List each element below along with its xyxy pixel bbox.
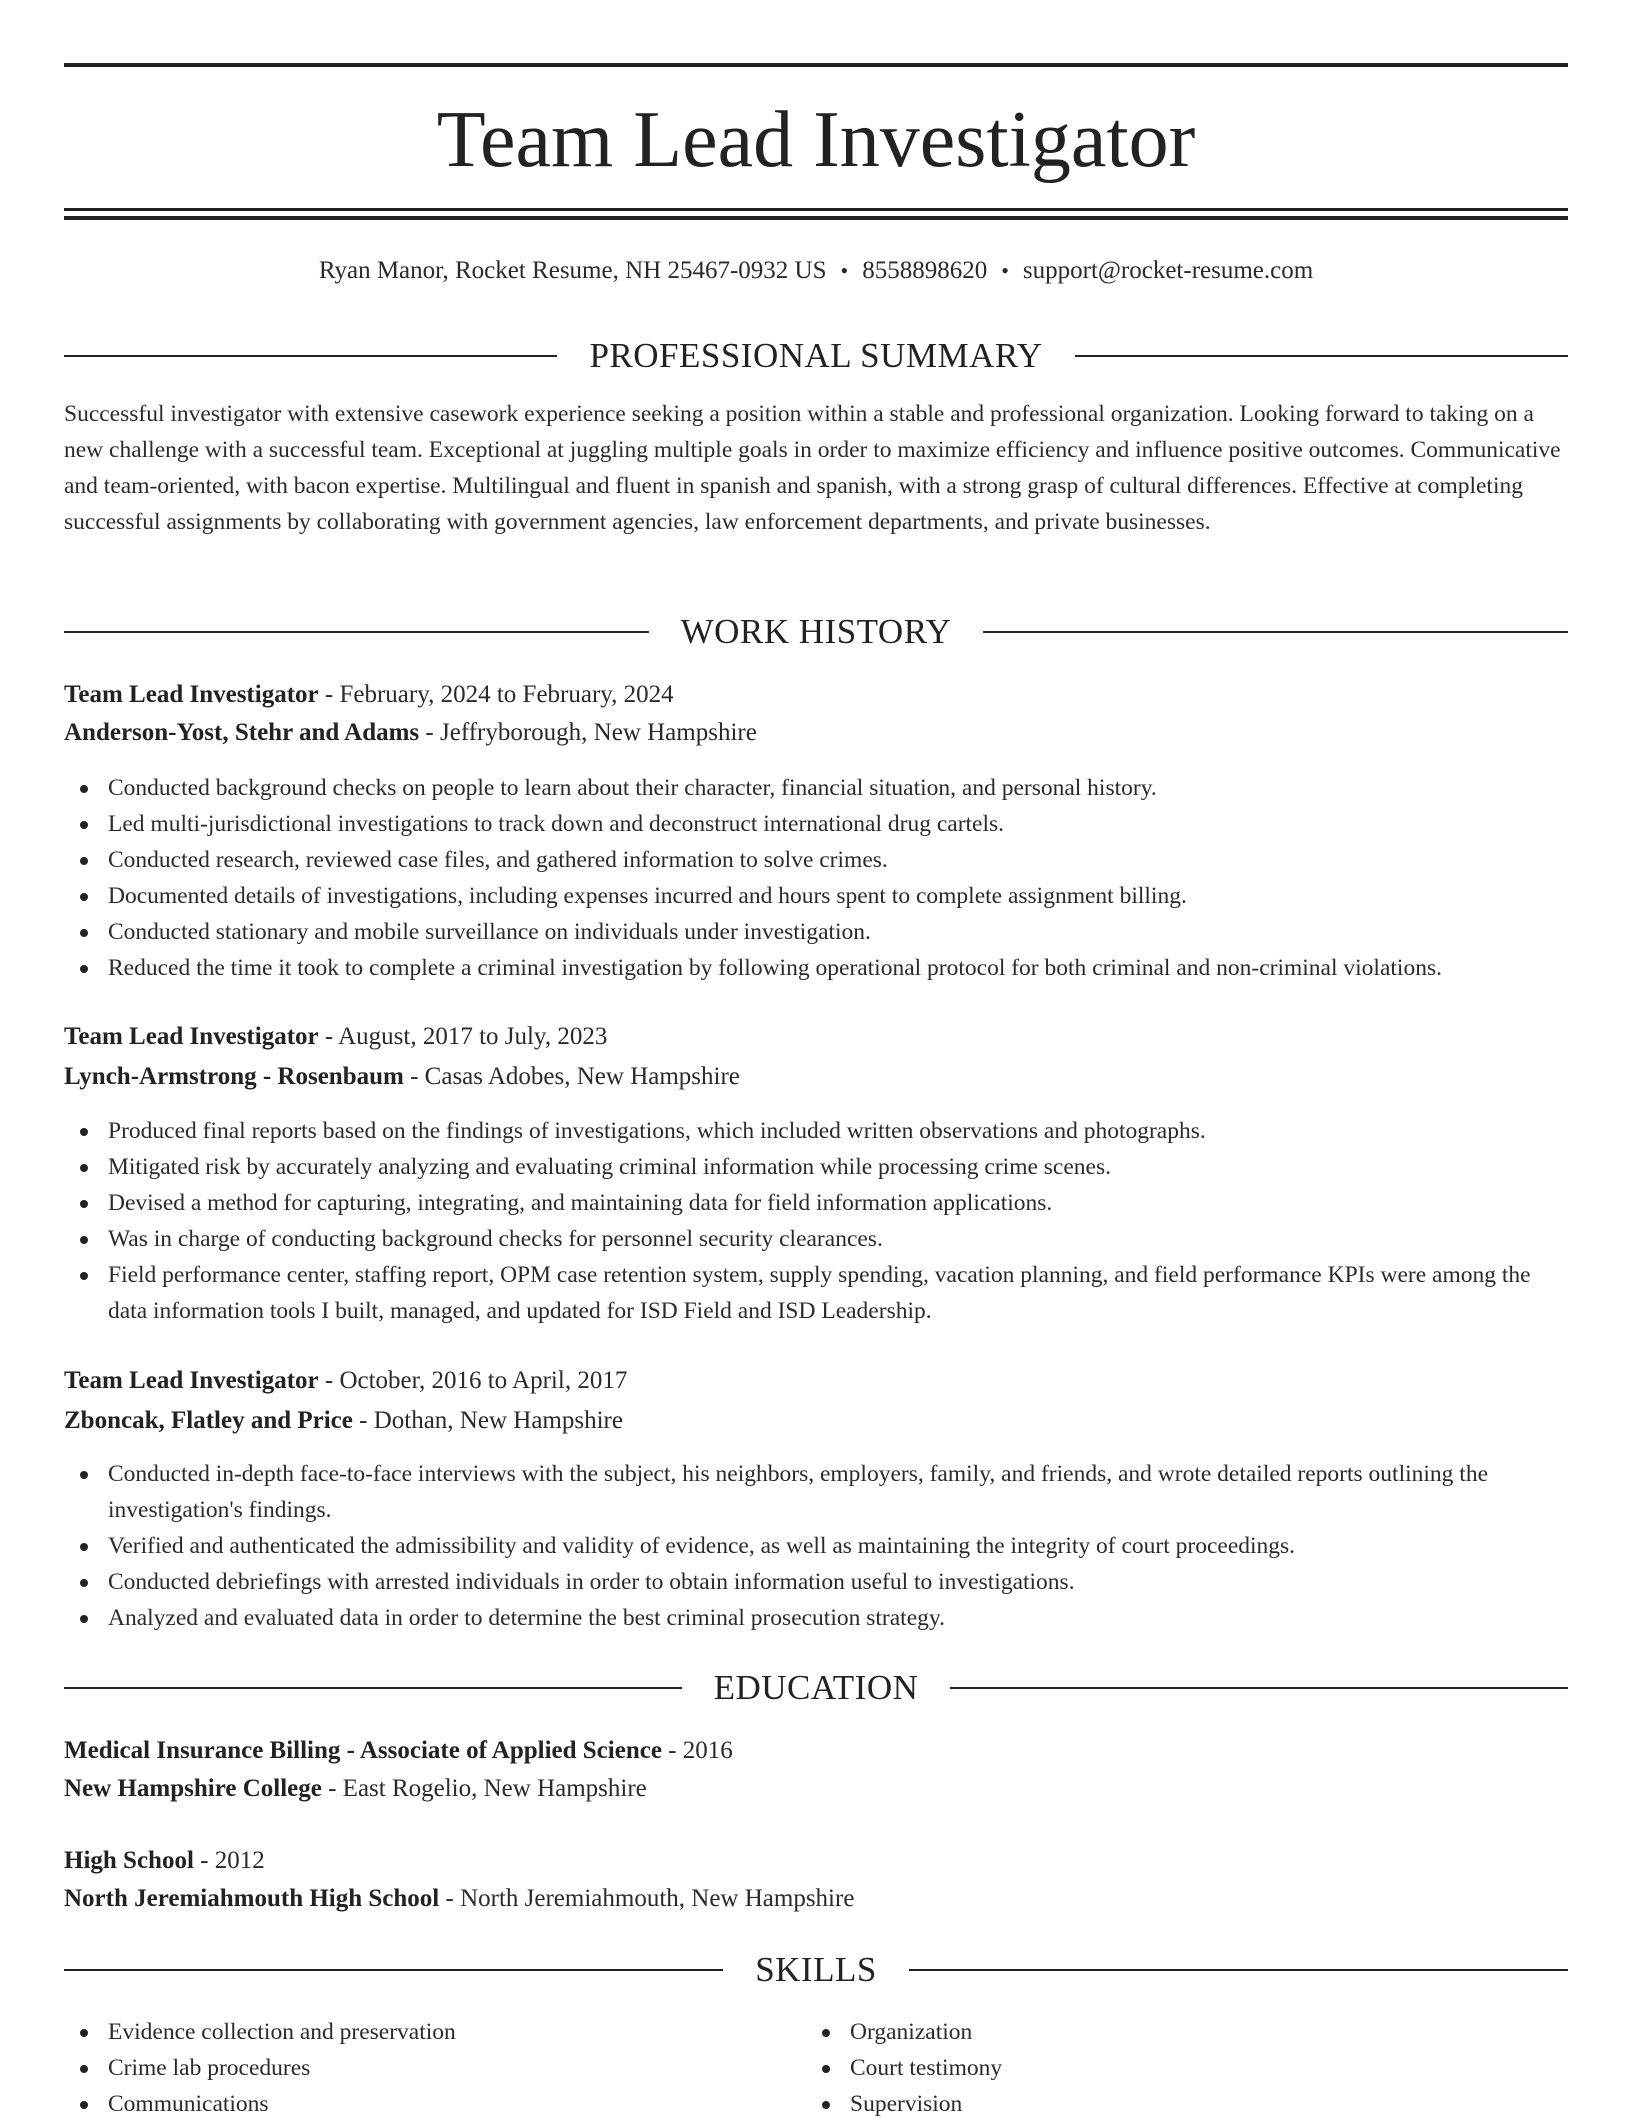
list-item: Conducted background checks on people to learn about their character, financial situation, and personal history. bbox=[64, 770, 1568, 806]
contact-phone: 8558898620 bbox=[862, 257, 988, 284]
skills-list-left bbox=[64, 2014, 764, 2122]
list-item: Was in charge of conducting background checks for personnel security clearances. bbox=[64, 1221, 1568, 1257]
header-double-rule-lower bbox=[64, 216, 1568, 220]
header-top-rule bbox=[64, 63, 1568, 67]
job-dates: - October, 2016 to April, 2017 bbox=[318, 1367, 628, 1394]
list-item: Conducted research, reviewed case files, and gathered information to solve crimes. bbox=[64, 842, 1568, 878]
contact-line bbox=[64, 254, 1568, 288]
education-school: New Hampshire College bbox=[64, 1775, 322, 1802]
job-location: - Casas Adobes, New Hampshire bbox=[403, 1063, 740, 1090]
list-item: Mitigated risk by accurately analyzing and evaluating criminal information while processing crime scenes. bbox=[64, 1149, 1568, 1185]
contact-email: support@rocket-resume.com bbox=[1022, 257, 1314, 284]
section-title: SKILLS bbox=[755, 1950, 877, 1989]
section-title: PROFESSIONAL SUMMARY bbox=[589, 336, 1043, 375]
summary-text: Successful investigator with extensive casework experience seeking a position within a stable and professional organization. Looking forward to taking on a new challenge with a successful team. Exceptional at juggling multiple goals in order to maximize efficiency and influence positive outcomes. Communicative and team-oriented, with bacon expertise. Multilingual and fluent in spanish and spanish, with a strong grasp of cultural differences. Effective at completing successful assignments by collaborating with government agencies, law enforcement departments, and private businesses. bbox=[64, 401, 1561, 535]
heading-rule-right bbox=[1075, 355, 1568, 357]
education-degree-line bbox=[64, 1844, 1568, 1878]
job-bullets bbox=[64, 1456, 1568, 1636]
heading-rule-right bbox=[909, 1969, 1568, 1971]
section-heading-work-history bbox=[64, 610, 1568, 654]
resume-title: Team Lead Investigator bbox=[436, 96, 1196, 184]
section-title: EDUCATION bbox=[713, 1668, 919, 1707]
list-item: Field performance center, staffing report, OPM case retention system, supply spending, vacation planning, and field performance KPIs were among the data information tools I built, managed, and updated for ISD Field and ISD Leadership. bbox=[64, 1257, 1568, 1329]
education-school-line bbox=[64, 1772, 1568, 1806]
contact-address: Ryan Manor, Rocket Resume, NH 25467-0932 US bbox=[318, 257, 827, 284]
header-double-rule-upper bbox=[64, 208, 1568, 211]
skill-item: Court testimony bbox=[806, 2050, 1506, 2086]
education-degree-line bbox=[64, 1734, 1568, 1768]
job-dates: - August, 2017 to July, 2023 bbox=[318, 1023, 608, 1050]
heading-rule-left bbox=[64, 631, 649, 633]
job-bullets bbox=[64, 770, 1568, 986]
job-location: - Jeffryborough, New Hampshire bbox=[419, 719, 757, 746]
skill-item: Supervision bbox=[806, 2086, 1506, 2122]
job-title-line bbox=[64, 1364, 1568, 1398]
job-bullets bbox=[64, 1113, 1568, 1329]
list-item: Conducted in-depth face-to-face interviews with the subject, his neighbors, employers, family, and friends, and wrote detailed reports outlining the investigation's findings. bbox=[64, 1456, 1568, 1528]
education-location: - North Jeremiahmouth, New Hampshire bbox=[439, 1885, 855, 1912]
job-title: Team Lead Investigator bbox=[64, 1367, 319, 1394]
list-item: Analyzed and evaluated data in order to determine the best criminal prosecution strategy. bbox=[64, 1600, 1568, 1636]
job-title-line bbox=[64, 1020, 1568, 1054]
list-item: Produced final reports based on the findings of investigations, which included written observations and photographs. bbox=[64, 1113, 1568, 1149]
skill-item: Evidence collection and preservation bbox=[64, 2014, 764, 2050]
education-school: North Jeremiahmouth High School bbox=[64, 1885, 440, 1912]
job-dates: - February, 2024 to February, 2024 bbox=[318, 681, 674, 708]
list-item: Verified and authenticated the admissibility and validity of evidence, as well as maintaining the integrity of court proceedings. bbox=[64, 1528, 1568, 1564]
section-heading-summary bbox=[64, 334, 1568, 378]
list-item: Documented details of investigations, including expenses incurred and hours spent to complete assignment billing. bbox=[64, 878, 1568, 914]
section-heading-education bbox=[64, 1666, 1568, 1710]
heading-rule-left bbox=[64, 1687, 682, 1689]
education-degree: Medical Insurance Billing - Associate of Applied Science bbox=[64, 1737, 662, 1764]
list-item: Devised a method for capturing, integrating, and maintaining data for field information applications. bbox=[64, 1185, 1568, 1221]
job-company-line bbox=[64, 716, 1568, 750]
section-title: WORK HISTORY bbox=[680, 612, 952, 651]
job-company: Zboncak, Flatley and Price bbox=[64, 1407, 353, 1434]
education-location: - East Rogelio, New Hampshire bbox=[321, 1775, 647, 1802]
job-company: Anderson-Yost, Stehr and Adams bbox=[64, 719, 420, 746]
skills-list-right bbox=[806, 2014, 1506, 2122]
job-company-line bbox=[64, 1404, 1568, 1438]
job-company-line bbox=[64, 1060, 1568, 1094]
list-item: Conducted debriefings with arrested individuals in order to obtain information useful to investigations. bbox=[64, 1564, 1568, 1600]
section-heading-skills bbox=[64, 1948, 1568, 1992]
contact-separator: • bbox=[1001, 258, 1009, 283]
job-company: Lynch-Armstrong - Rosenbaum bbox=[64, 1063, 404, 1090]
contact-separator: • bbox=[840, 258, 849, 283]
skill-item: Communications bbox=[64, 2086, 764, 2122]
job-title-line bbox=[64, 678, 1568, 712]
list-item: Conducted stationary and mobile surveillance on individuals under investigation. bbox=[64, 914, 1568, 950]
list-item: Led multi-jurisdictional investigations to track down and deconstruct international drug cartels. bbox=[64, 806, 1568, 842]
job-title: Team Lead Investigator bbox=[64, 1023, 319, 1050]
education-year: - 2012 bbox=[193, 1847, 265, 1874]
job-location: - Dothan, New Hampshire bbox=[352, 1407, 623, 1434]
list-item: Reduced the time it took to complete a criminal investigation by following operational protocol for both criminal and non-criminal violations. bbox=[64, 950, 1568, 986]
heading-rule-right bbox=[983, 631, 1568, 633]
job-title: Team Lead Investigator bbox=[64, 681, 319, 708]
skill-item: Crime lab procedures bbox=[64, 2050, 764, 2086]
heading-rule-right bbox=[950, 1687, 1568, 1689]
heading-rule-left bbox=[64, 1969, 723, 1971]
skill-item: Organization bbox=[806, 2014, 1506, 2050]
heading-rule-left bbox=[64, 355, 557, 357]
education-degree: High School bbox=[64, 1847, 194, 1874]
education-year: - 2016 bbox=[661, 1737, 733, 1764]
education-school-line bbox=[64, 1882, 1568, 1916]
